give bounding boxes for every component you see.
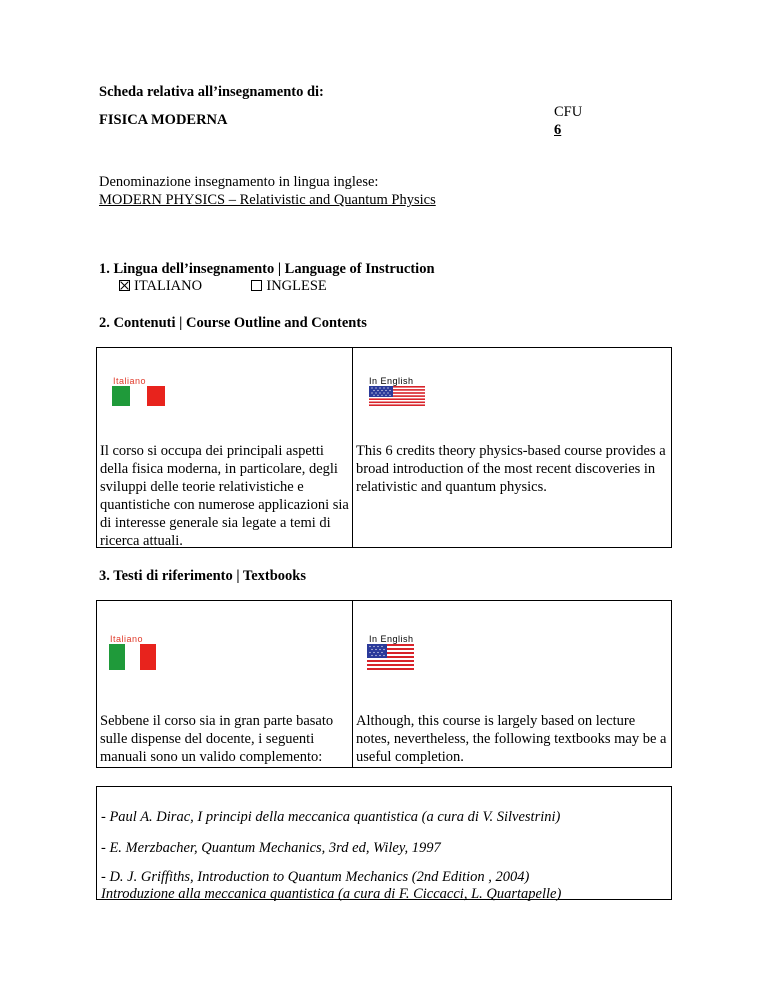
option-inglese-label: INGLESE [266, 278, 327, 294]
contents-text-italian: Il corso si occupa dei principali aspetti della fisica moderna, in particolare, degli sviluppi delle teorie relativistiche e quantistiche con numerose applicazioni sia di interesse generale sia legate a temi di ricerca attuali. [100, 443, 349, 549]
contents-cell-italian [97, 348, 353, 547]
italian-flag-icon [112, 386, 165, 406]
flag-label-italiano: Italiano [110, 634, 144, 644]
checked-checkbox-icon[interactable] [119, 280, 130, 291]
textbook-item: Introduzione alla meccanica quantistica (a cura di F. Ciccacci, L. Quartapelle) [101, 886, 562, 902]
section-2-title: 2. Contenuti | Course Outline and Contents [99, 315, 367, 331]
us-flag-icon [369, 386, 425, 406]
textbook-item: - E. Merzbacher, Quantum Mechanics, 3rd ed, Wiley, 1997 [101, 840, 441, 856]
contents-text-english: This 6 credits theory physics-based course provides a broad introduction of the most recent discoveries in relativistic and quantum physics. [356, 443, 666, 495]
flag-label-english: In English [369, 376, 414, 386]
us-flag-icon [367, 644, 414, 670]
textbooks-list-box [96, 786, 672, 900]
option-inglese[interactable] [251, 278, 326, 294]
english-name-value: MODERN PHYSICS – Relativistic and Quantum Physics [99, 192, 436, 208]
flag-label-english: In English [369, 634, 414, 644]
textbooks-cell-english [353, 601, 671, 767]
contents-cell-english [353, 348, 671, 547]
flag-label-italiano: Italiano [113, 376, 147, 386]
textbook-item: - D. J. Griffiths, Introduction to Quantum Mechanics (2nd Edition , 2004) [101, 869, 530, 885]
textbooks-cell-italian [97, 601, 353, 767]
cfu-value: 6 [554, 122, 562, 138]
english-name-label: Denominazione insegnamento in lingua inglese: [99, 174, 379, 190]
textbooks-text-english: Although, this course is largely based on lecture notes, nevertheless, the following textbooks may be a useful completion. [356, 713, 667, 765]
textbooks-text-italian: Sebbene il corso sia in gran parte basato sulle dispense del docente, i seguenti manuali sono un valido complemento: [100, 713, 334, 765]
section-1-title: 1. Lingua dell’insegnamento | Language of Instruction [99, 261, 435, 277]
unchecked-checkbox-icon[interactable] [251, 280, 262, 291]
option-italiano-label: ITALIANO [134, 278, 203, 294]
course-name: FISICA MODERNA [99, 112, 228, 128]
textbooks-table [96, 600, 672, 768]
italian-flag-icon [109, 644, 156, 670]
section-3-title: 3. Testi di riferimento | Textbooks [99, 568, 307, 584]
option-italiano[interactable] [119, 278, 202, 294]
language-options [119, 278, 327, 295]
contents-table [96, 347, 672, 548]
cfu-label: CFU [554, 104, 583, 120]
form-title: Scheda relativa all’insegnamento di: [99, 84, 324, 100]
textbook-item: - Paul A. Dirac, I principi della meccanica quantistica (a cura di V. Silvestrini) [101, 809, 561, 825]
